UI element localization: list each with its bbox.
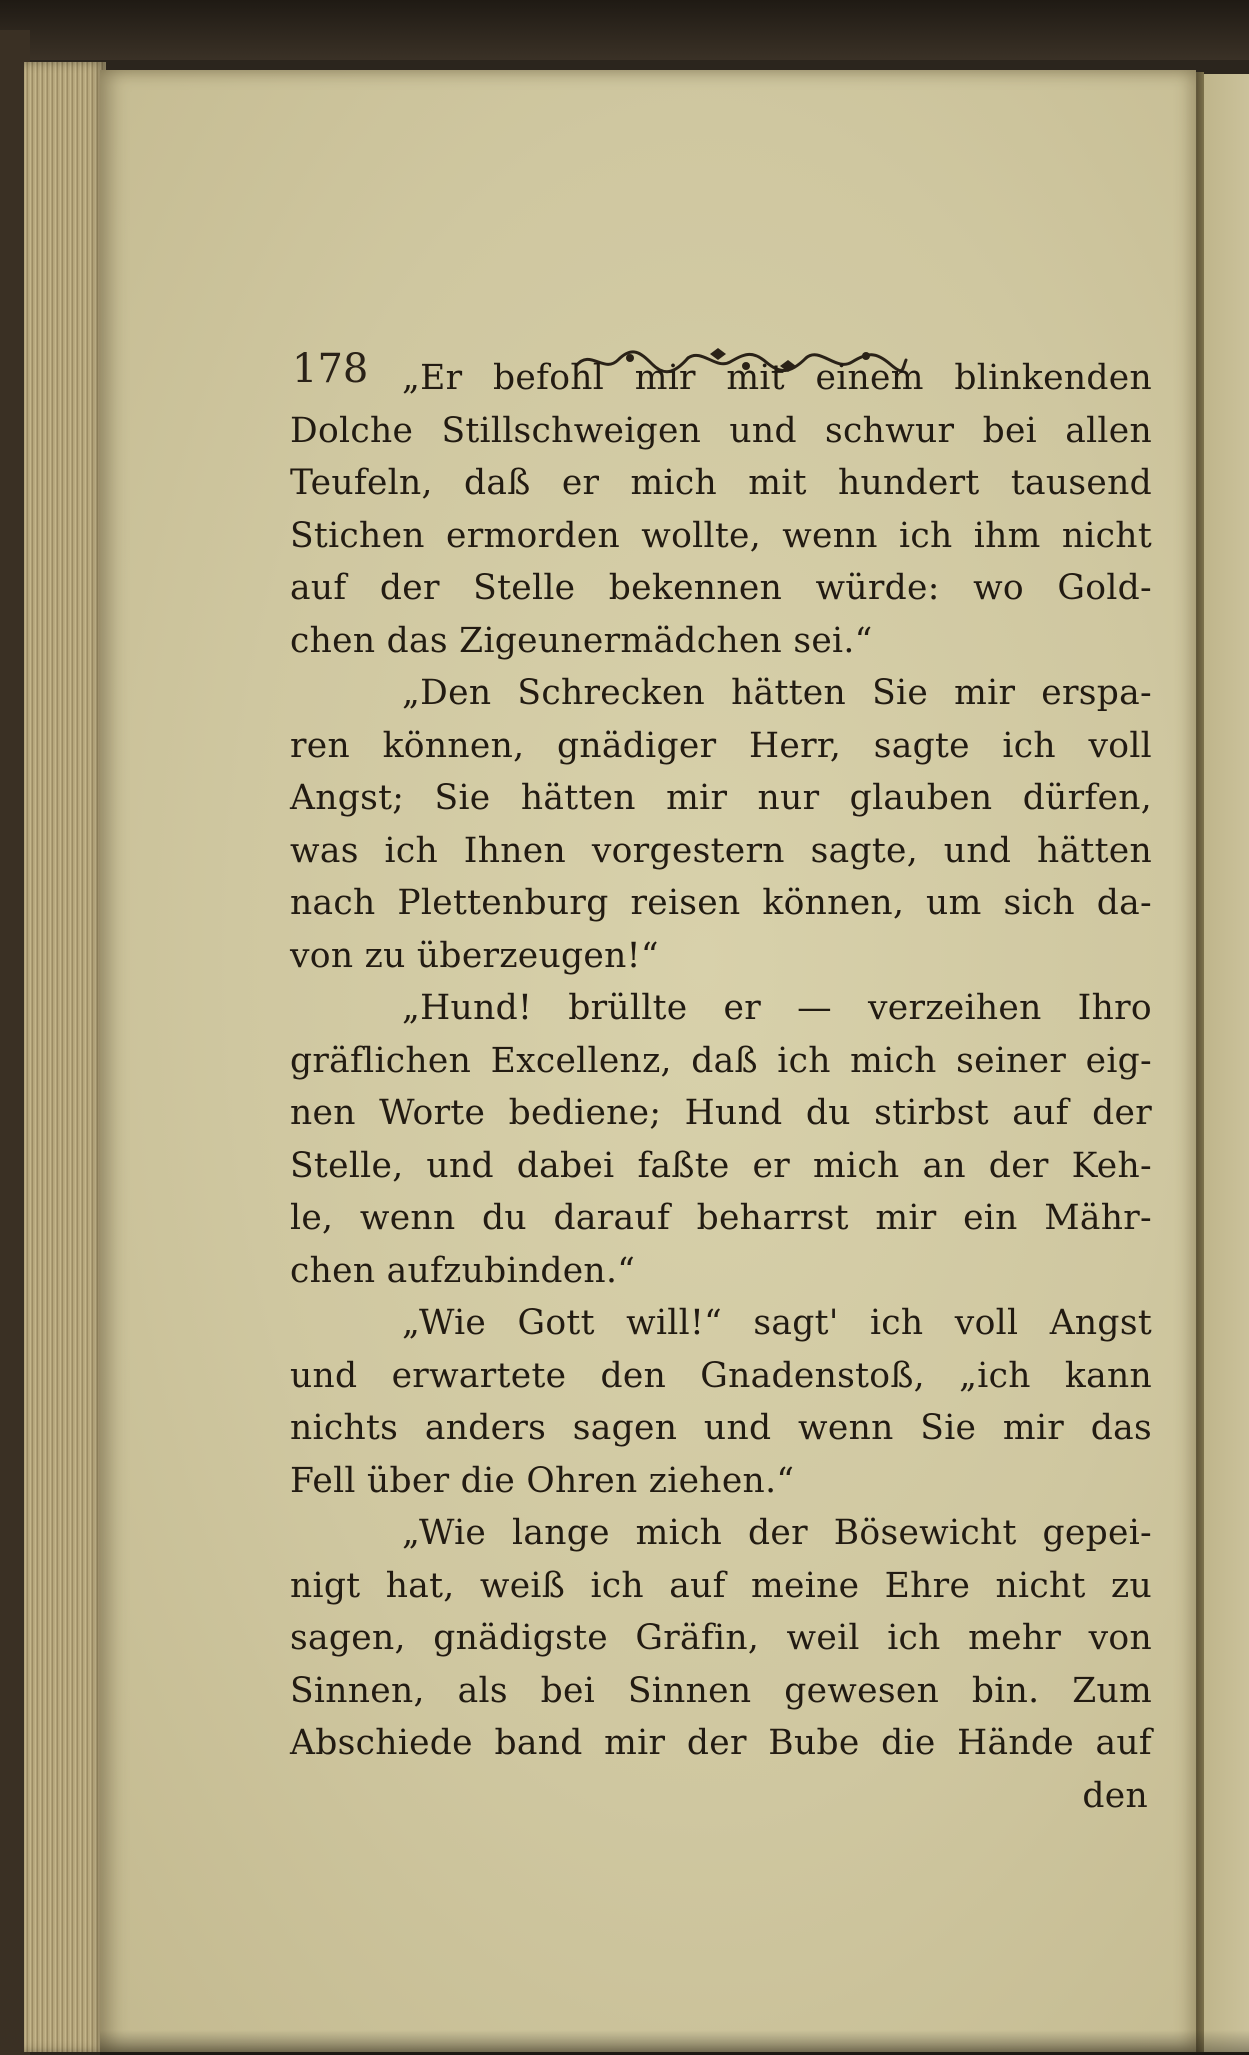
text-line: was ich Ihnen vorgestern sagte, und hätten xyxy=(290,830,1152,871)
text-line: nen Worte bediene; Hund du stirbst auf der xyxy=(290,1093,1152,1133)
page-edges xyxy=(24,62,106,2052)
catchword: den xyxy=(1082,1775,1148,1816)
text-line: Fell über die Ohren ziehen.“ xyxy=(290,1460,795,1501)
text-line: „Er befohl mir mit einem blinkenden xyxy=(402,358,1152,398)
text-line: Dolche Stillschweigen und schwur bei allen xyxy=(290,410,1152,451)
text-line: von zu überzeugen!“ xyxy=(290,935,659,976)
text-line: Teufeln, daß er mich mit hundert tausend xyxy=(290,463,1152,503)
text-line: nigt hat, weiß ich auf meine Ehre nicht zu xyxy=(290,1565,1152,1606)
text-line: nach Plettenburg reisen können, um sich da- xyxy=(290,883,1152,923)
text-line: gräflichen Excellenz, daß ich mich seiner eig- xyxy=(290,1040,1152,1081)
text-line: chen aufzubinden.“ xyxy=(290,1250,636,1291)
body-text xyxy=(290,352,1152,1822)
text-line: und erwartete den Gnadenstoß, „ich kann xyxy=(290,1355,1152,1396)
text-line: „Hund! brüllte er — verzeihen Ihro xyxy=(402,988,1152,1028)
text-line: sagen, gnädigste Gräfin, weil ich mehr von xyxy=(290,1618,1152,1658)
text-line: auf der Stelle bekennen würde: wo Gold- xyxy=(290,568,1152,608)
bottom-shadow xyxy=(100,2030,1249,2055)
text-line: Stelle, und dabei faßte er mich an der Keh- xyxy=(290,1145,1152,1186)
book-cover-top xyxy=(0,0,1249,60)
text-line: Angst; Sie hätten mir nur glauben dürfen, xyxy=(290,778,1152,818)
text-line: nichts anders sagen und wenn Sie mir das xyxy=(290,1408,1152,1448)
text-line: Stichen ermorden wollte, wenn ich ihm nicht xyxy=(290,515,1152,556)
text-line: Sinnen, als bei Sinnen gewesen bin. Zum xyxy=(290,1670,1152,1711)
text-line: chen das Zigeunermädchen sei.“ xyxy=(290,620,873,661)
text-line: „Wie Gott will!“ sagt' ich voll Angst xyxy=(402,1303,1152,1343)
text-line: „Den Schrecken hätten Sie mir erspa- xyxy=(402,673,1152,713)
text-line: „Wie lange mich der Bösewicht gepei- xyxy=(402,1513,1152,1553)
text-line: le, wenn du darauf beharrst mir ein Mähr- xyxy=(290,1198,1152,1238)
facing-page-edge xyxy=(1204,74,1249,2052)
text-line: ren können, gnädiger Herr, sagte ich voll xyxy=(290,725,1152,766)
text-line: Abschiede band mir der Bube die Hände auf xyxy=(290,1723,1152,1763)
page-number: 178 xyxy=(292,346,369,392)
